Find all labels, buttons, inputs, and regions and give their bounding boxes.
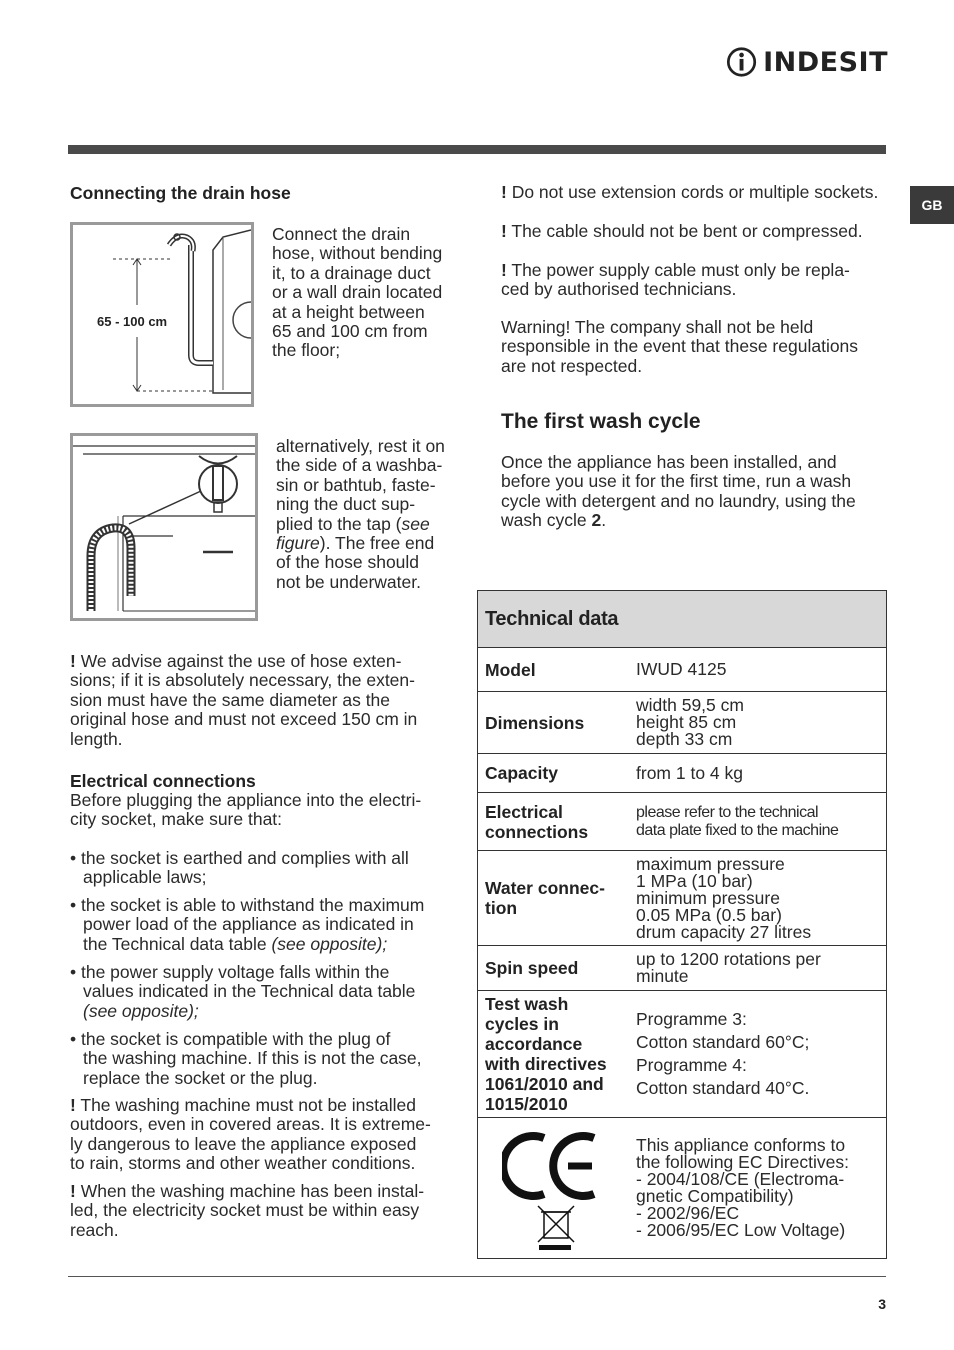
label-text: tion	[485, 898, 518, 918]
note-extension-cords	[501, 183, 901, 202]
row-label	[478, 946, 636, 990]
row-label	[478, 754, 636, 792]
page-number: 3	[878, 1296, 886, 1312]
text-line: applicable laws;	[83, 867, 207, 888]
text-span: When the washing machine has been instal-	[75, 1181, 425, 1201]
value-line: from 1 to 4 kg	[636, 762, 743, 783]
table-row	[478, 692, 886, 754]
row-value	[636, 648, 886, 691]
row-value	[636, 1118, 886, 1258]
row-value	[636, 991, 886, 1117]
text-line: replace the socket or the plug.	[83, 1067, 318, 1088]
table-row	[478, 1118, 886, 1258]
label-text: Model	[485, 659, 536, 680]
text-line: hose, without bending	[272, 243, 443, 264]
drain-paragraph-2	[276, 437, 466, 592]
value-line: Cotton standard 40°C.	[636, 1078, 810, 1098]
ce-mark-icon	[502, 1124, 612, 1252]
text-line: before you use it for the first time, run a wash	[501, 471, 852, 492]
text-line: • the socket is earthed and complies with all	[70, 848, 409, 868]
text-line: ning the duct sup-	[276, 494, 416, 515]
text-span: We advise against the use of hose exten-	[75, 651, 402, 671]
first-wash-paragraph	[501, 453, 901, 531]
text-span: see	[401, 513, 430, 534]
electrical-heading: Electrical connections	[70, 771, 256, 791]
value-line: depth 33 cm	[636, 729, 733, 749]
text-span: wash cycle	[501, 510, 592, 531]
label-text: with directives	[485, 1054, 607, 1074]
text-line: led, the electricity socket must be within easy	[70, 1200, 420, 1221]
row-label	[478, 851, 636, 945]
text-line: 65 and 100 cm from	[272, 321, 428, 342]
brand-wordmark: INDESIT	[763, 46, 888, 78]
text-span: Do not use extension cords or multiple sockets.	[506, 182, 879, 202]
text-span: The cable should not be bent or compressed.	[506, 221, 863, 241]
ce-mark-cell	[478, 1118, 636, 1258]
value-line: height 85 cm	[636, 712, 737, 732]
text-line: the floor;	[272, 340, 341, 361]
text-line: values indicated in the Technical data table	[83, 981, 416, 1002]
electrical-bullet-4	[70, 1030, 462, 1088]
socket-access-warning	[70, 1182, 462, 1240]
value-line: width 59,5 cm	[636, 695, 744, 715]
value-line: This appliance conforms to	[636, 1135, 846, 1155]
table-title: Technical data	[478, 591, 886, 648]
electrical-bullet-1	[70, 849, 462, 888]
text-line: outdoors, even in covered areas. It is extreme-	[70, 1114, 431, 1135]
text-line	[70, 1002, 462, 1021]
value-line: please refer to the technical	[636, 803, 819, 821]
label-text: connections	[485, 821, 589, 842]
text-span: (see opposite);	[83, 1000, 199, 1021]
text-span: the Technical data table	[83, 933, 272, 954]
text-line	[501, 261, 901, 280]
text-span: The washing machine must not be installed	[75, 1095, 416, 1115]
table-row	[478, 991, 886, 1118]
label-text: Test wash	[485, 994, 569, 1014]
first-wash-heading: The first wash cycle	[501, 410, 701, 433]
value-line: - 2006/95/EC Low Voltage)	[636, 1220, 846, 1240]
table-row	[478, 793, 886, 851]
warning-mark: !	[501, 260, 507, 280]
label-text: Electrical	[485, 801, 563, 822]
text-span: figure	[276, 533, 320, 554]
value-line: IWUD 4125	[636, 659, 727, 679]
text-span: plied to the tap (	[276, 513, 402, 534]
label-text: Capacity	[485, 763, 558, 783]
text-span: The power supply cable must only be repla-	[506, 260, 850, 280]
language-tab: GB	[910, 186, 954, 224]
text-span: ). The free end	[319, 533, 435, 554]
text-line: Before plugging the appliance into the electri-	[70, 790, 422, 810]
text-line	[70, 1096, 462, 1115]
text-line: the side of a washba-	[276, 455, 443, 476]
text-line: Once the appliance has been installed, and	[501, 452, 837, 472]
text-span: .	[601, 510, 607, 531]
wash-cycle-number: 2	[591, 510, 602, 531]
hose-extension-warning	[70, 652, 462, 749]
row-value	[636, 851, 886, 945]
text-line: ced by authorised technicians.	[501, 279, 737, 300]
table-row	[478, 648, 886, 692]
value-line: Programme 4:	[636, 1055, 747, 1075]
row-value	[636, 754, 886, 792]
text-line	[70, 652, 462, 671]
drain-paragraph-1	[272, 225, 462, 361]
row-label	[478, 991, 636, 1117]
label-text: Spin speed	[485, 958, 579, 978]
text-line: reach.	[70, 1219, 119, 1240]
row-value	[636, 793, 886, 850]
text-line: are not respected.	[501, 355, 643, 376]
text-line: power load of the appliance as indicated in	[83, 914, 414, 935]
row-value	[636, 946, 886, 990]
weee-bin-icon	[538, 1206, 574, 1250]
value-line: - 2004/108/CE (Electroma-	[636, 1169, 845, 1189]
drain-height-figure	[70, 222, 254, 407]
drain-hose-heading: Connecting the drain hose	[70, 183, 291, 203]
text-line: length.	[70, 728, 123, 749]
label-text: 1015/2010	[485, 1094, 568, 1114]
text-span: (see opposite);	[271, 933, 388, 954]
outdoor-warning	[70, 1096, 462, 1174]
warning-mark: !	[70, 651, 76, 671]
text-line: not be underwater.	[276, 571, 421, 592]
indesit-emblem-icon	[726, 42, 757, 82]
brand-logo	[726, 40, 888, 84]
text-line: • the power supply voltage falls within the	[70, 962, 390, 982]
value-line: gnetic Compatibility)	[636, 1186, 794, 1206]
note-cable-replacement	[501, 261, 901, 300]
text-line: Warning! The company shall not be held	[501, 317, 814, 337]
text-line: alternatively, rest it on	[276, 436, 445, 456]
top-rule	[68, 145, 886, 154]
text-line: city socket, make sure that:	[70, 809, 283, 830]
value-line: drum capacity 27 litres	[636, 921, 812, 942]
value-line: - 2002/96/EC	[636, 1203, 740, 1223]
washbasin-diagram	[73, 436, 255, 618]
liability-warning	[501, 318, 901, 376]
label-text: Water connec-	[485, 878, 605, 898]
warning-mark: !	[501, 182, 507, 202]
text-line: Connect the drain	[272, 224, 411, 244]
value-line: Cotton standard 60°C;	[636, 1032, 810, 1052]
text-line	[70, 1182, 462, 1201]
table-row	[478, 851, 886, 946]
row-label	[478, 648, 636, 691]
row-value	[636, 692, 886, 753]
text-line: at a height between	[272, 301, 425, 322]
electrical-bullet-2	[70, 896, 462, 954]
technical-data-table	[477, 590, 887, 1259]
text-line: ly dangerous to leave the appliance exposed	[70, 1133, 417, 1154]
text-line: or a wall drain located	[272, 282, 443, 303]
text-line: of the hose should	[276, 552, 420, 573]
label-text: accordance	[485, 1034, 583, 1054]
washbasin-figure	[70, 433, 258, 621]
text-line: responsible in the event that these regulations	[501, 336, 859, 357]
text-line: to rain, storms and other weather conditions.	[70, 1153, 416, 1174]
text-line: it, to a drainage duct	[272, 262, 431, 283]
row-label	[478, 692, 636, 753]
bottom-rule	[68, 1276, 886, 1277]
value-line: maximum pressure	[636, 853, 785, 874]
text-line: • the socket is compatible with the plug of	[70, 1029, 391, 1049]
text-line: cycle with detergent and no laundry, using the	[501, 490, 856, 511]
text-line	[70, 935, 462, 954]
text-line: • the socket is able to withstand the maximum	[70, 895, 425, 915]
drain-height-label: 65 - 100 cm	[97, 314, 168, 329]
label-text: cycles in	[485, 1014, 559, 1034]
value-line: 1 MPa (10 bar)	[636, 870, 753, 891]
table-row	[478, 946, 886, 991]
value-line: minimum pressure	[636, 887, 780, 908]
text-line	[501, 511, 901, 530]
electrical-bullet-3	[70, 963, 462, 1021]
warning-mark: !	[70, 1095, 76, 1115]
text-line	[276, 515, 466, 534]
text-line: sions; if it is absolutely necessary, the exten-	[70, 670, 415, 691]
text-line: the washing machine. If this is not the case,	[83, 1048, 422, 1069]
value-line: data plate fixed to the machine	[636, 821, 839, 839]
text-line: original hose and must not exceed 150 cm in	[70, 709, 418, 730]
text-line	[276, 534, 466, 553]
value-line: up to 1200 rotations per	[636, 949, 821, 969]
warning-mark: !	[501, 221, 507, 241]
value-line: 0.05 MPa (0.5 bar)	[636, 904, 782, 925]
electrical-intro	[70, 791, 462, 830]
text-line: sion must have the same diameter as the	[70, 689, 391, 710]
warning-mark: !	[70, 1181, 76, 1201]
label-text: 1061/2010 and	[485, 1074, 604, 1094]
row-label	[478, 793, 636, 850]
note-cable-bending	[501, 222, 901, 241]
table-row	[478, 754, 886, 793]
text-line: sin or bathtub, faste-	[276, 474, 436, 495]
label-text: Dimensions	[485, 712, 585, 733]
value-line: Programme 3:	[636, 1009, 747, 1029]
value-line: the following EC Directives:	[636, 1152, 849, 1172]
value-line: minute	[636, 966, 689, 986]
